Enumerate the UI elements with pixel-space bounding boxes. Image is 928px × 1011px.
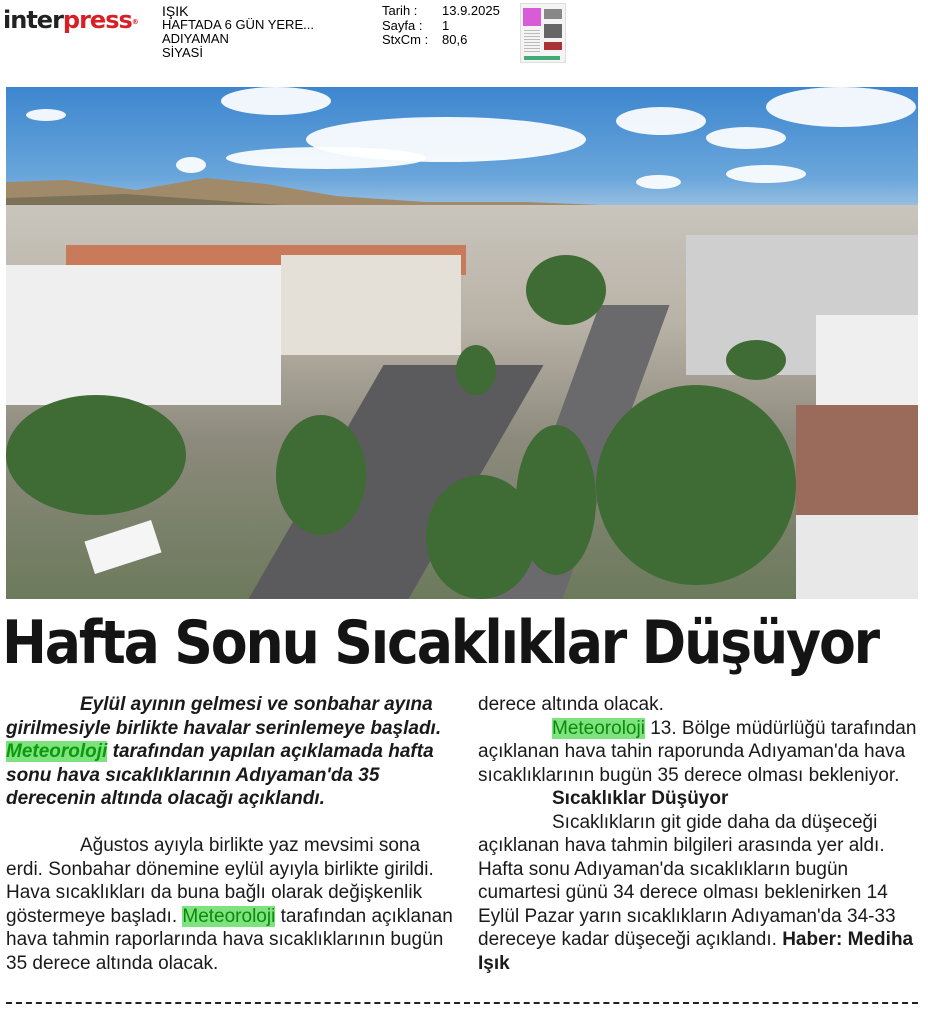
lead-text-1: Eylül ayının gelmesi ve sonbahar ayına girilmesiyle birlikte havalar serinlemeye başladı. xyxy=(6,694,442,739)
thumbnail-block xyxy=(524,56,560,60)
page-row xyxy=(382,19,500,34)
photo-tree xyxy=(6,395,186,515)
stxcm-label: StxCm : xyxy=(382,32,429,47)
publication-category: SİYASİ xyxy=(162,45,203,60)
publication-name: IŞIK xyxy=(162,3,189,19)
article-paragraph-3 xyxy=(478,811,923,976)
photo-building xyxy=(796,515,918,599)
photo-cloud xyxy=(176,157,206,173)
paragraph-1-continuation: derece altında olacak. xyxy=(478,694,664,715)
photo-tree xyxy=(276,415,366,535)
photo-cloud xyxy=(616,107,706,135)
thumbnail-block xyxy=(544,24,562,38)
clipping-meta xyxy=(382,4,500,48)
date-value: 13.9.2025 xyxy=(442,3,500,18)
article-lead xyxy=(6,693,456,811)
thumbnail-block xyxy=(524,30,540,54)
bottom-divider xyxy=(6,1002,918,1004)
article-paragraph-2 xyxy=(478,717,923,788)
photo-building xyxy=(281,255,461,355)
paragraph-2-text: 13. Bölge müdürlüğü tarafından açıklanan hava tahin raporunda Adıyaman'da hava sıcaklıklarının bugün 35 derece olması bekleniyor. xyxy=(478,717,917,786)
date-row xyxy=(382,4,500,19)
page-label: Sayfa : xyxy=(382,17,423,33)
lead-text-2: tarafından yapılan açıklamada hafta sonu hava sıcaklıklarının Adıyaman'da 35 derecenin altında olacağı açıklandı. xyxy=(6,741,434,809)
photo-cloud xyxy=(226,147,426,169)
highlight-meteoroloji: Meteoroloji xyxy=(552,717,645,739)
date-label: Tarih : xyxy=(382,3,418,18)
article-paragraph-1 xyxy=(6,834,456,975)
photo-tree xyxy=(596,385,796,585)
photo-cloud xyxy=(26,109,66,121)
photo-tree xyxy=(516,425,596,575)
article-byline: Haber: Mediha Işık xyxy=(478,929,914,974)
photo-city xyxy=(6,205,918,599)
article-headline: Hafta Sonu Sıcaklıklar Düşüyor xyxy=(2,608,879,678)
paragraph-1-text-2: tarafından açıklanan hava tahmin raporlarında hava sıcaklıklarının bugün 35 derece altında olacak. xyxy=(6,905,453,974)
article-subheading: Sıcaklıklar Düşüyor xyxy=(552,788,729,809)
photo-roof xyxy=(796,405,918,515)
interpress-logo xyxy=(3,6,138,34)
highlight-meteoroloji: Meteoroloji xyxy=(6,741,108,762)
logo-part-inter: inter xyxy=(3,6,63,34)
photo-cloud xyxy=(706,127,786,149)
page-thumbnail[interactable] xyxy=(520,3,566,63)
thumbnail-block xyxy=(544,42,562,50)
paragraph-gap xyxy=(6,811,456,835)
logo-part-press: press xyxy=(62,6,132,34)
photo-tree xyxy=(456,345,496,395)
paragraph-1-text: Ağustos ayıyla birlikte yaz mevsimi sona erdi. Sonbahar dönemine eylül ayıyla birlikte girildi. Hava sıcaklıkları da buna bağlı olarak değişkenlik göstermeye başladı. xyxy=(6,835,434,927)
photo-cloud xyxy=(766,87,916,127)
photo-building xyxy=(6,265,281,405)
stxcm-value: 80,6 xyxy=(442,32,468,47)
publication-frequency: HAFTADA 6 GÜN YERE... xyxy=(162,17,314,32)
publication-info xyxy=(162,4,314,60)
page-value: 1 xyxy=(442,17,450,33)
thumbnail-block xyxy=(544,9,562,19)
article-column-left xyxy=(6,693,456,998)
paragraph-3-text: Sıcaklıkların git gide daha da düşeceği açıklanan hava tahmin bilgileri arasında yer aldı. Hafta sonu Adıyaman'da sıcaklıkların bugün cumartesi günü 34 derece olması beklenirken 14 Eylül Pazar yarın sıcaklıkların Adıyaman'da 34-33 dereceye kadar düşeceği açıklandı. xyxy=(478,811,896,950)
photo-building xyxy=(816,315,918,415)
photo-bus xyxy=(84,520,161,574)
article-column-right xyxy=(478,693,923,975)
photo-cloud xyxy=(221,87,331,115)
publication-city: ADIYAMAN xyxy=(162,31,229,46)
photo-tree xyxy=(726,340,786,380)
registered-mark-icon: ® xyxy=(131,18,138,26)
thumbnail-block xyxy=(523,8,541,26)
stxcm-row xyxy=(382,33,500,48)
article-photo xyxy=(6,87,918,599)
highlight-meteoroloji: Meteoroloji xyxy=(182,905,276,927)
photo-tree xyxy=(526,255,606,325)
